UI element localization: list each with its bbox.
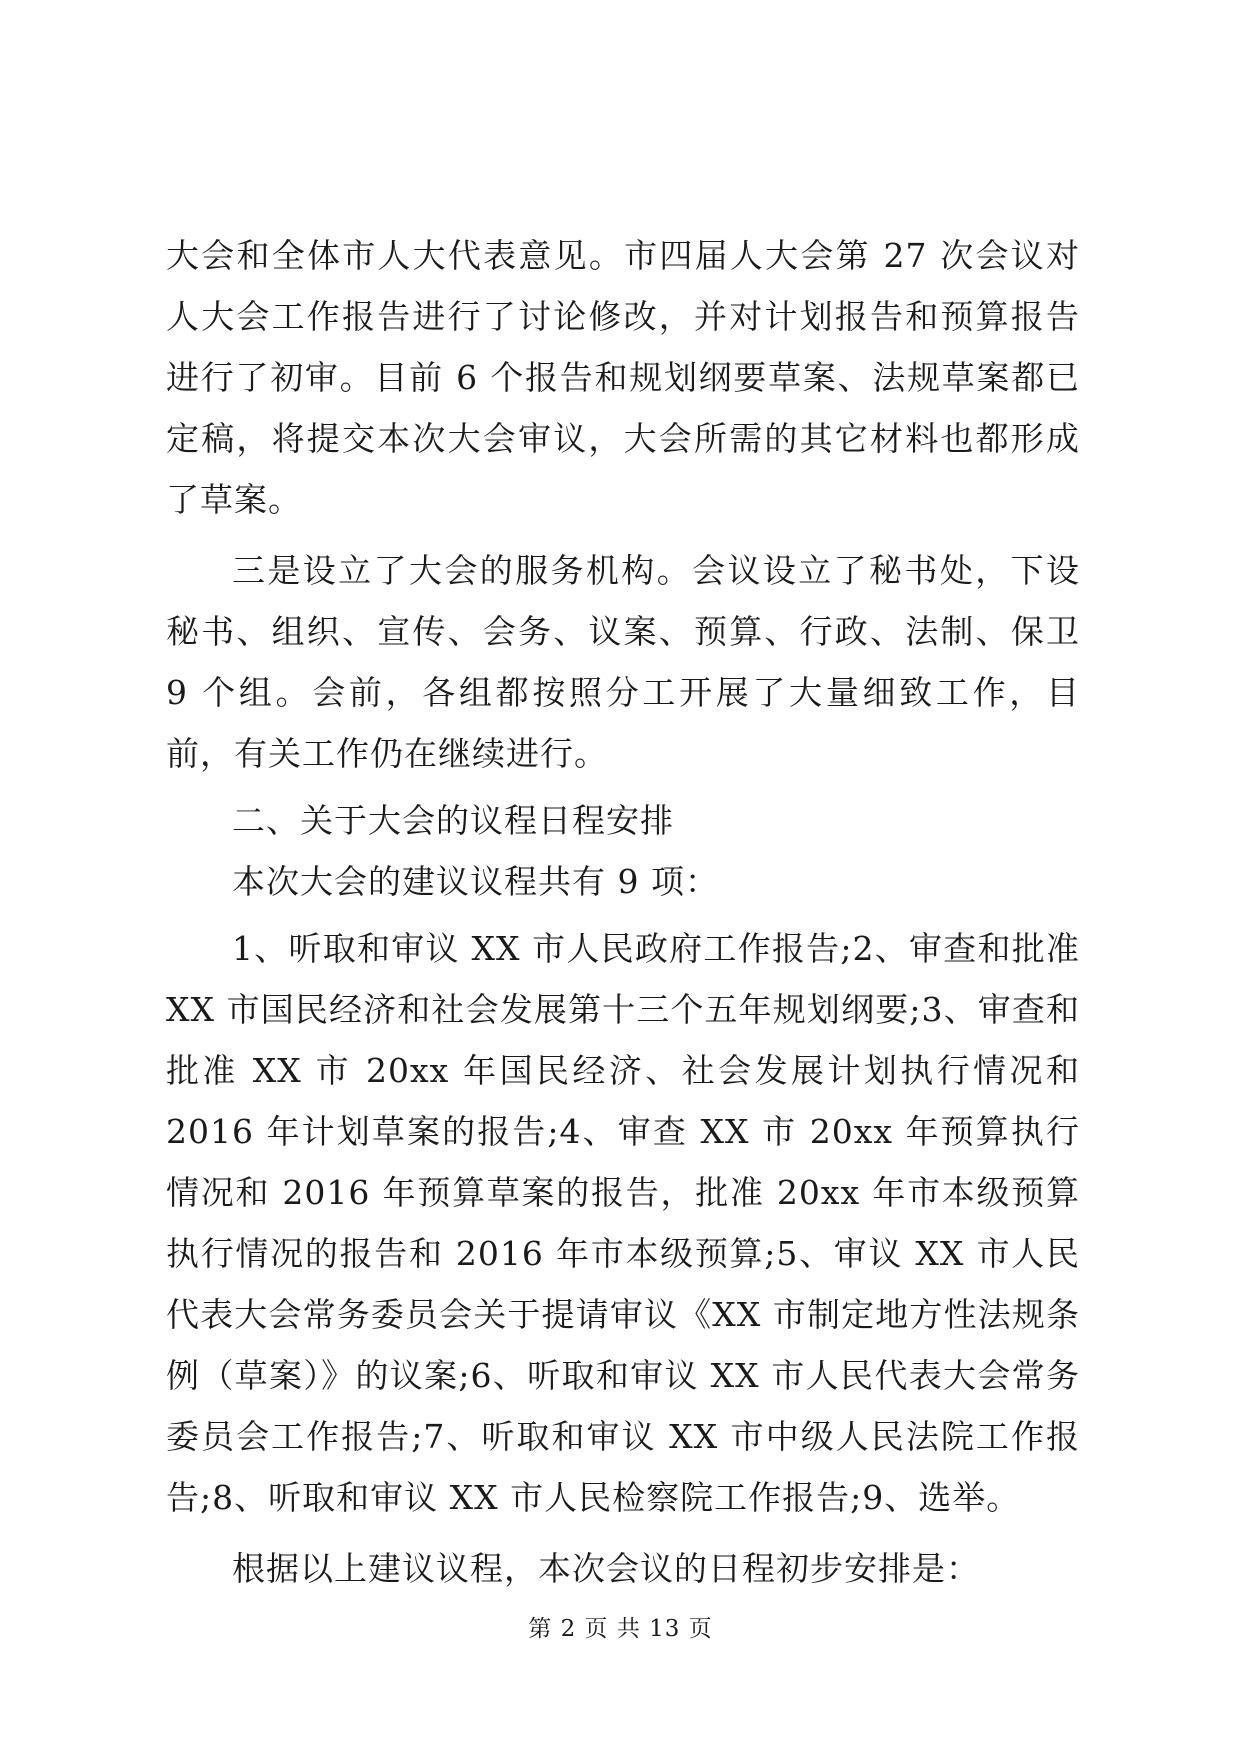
page-number-footer: 第 2 页 共 13 页 bbox=[528, 1616, 713, 1642]
document-body bbox=[166, 225, 1092, 1599]
paragraph-service-bodies: 三是设立了大会的服务机构。会议设立了秘书处，下设秘书、组织、宣传、会务、议案、预算、行政、法制、保卫 9 个组。会前，各组都按照分工开展了大量细致工作，目前，有关工作仍在继续进行。 bbox=[166, 551, 1092, 773]
paragraph-schedule-intro: 根据以上建议议程，本次会议的日程初步安排是： bbox=[232, 1549, 980, 1588]
paragraph-agenda-intro: 本次大会的建议议程共有 9 项： bbox=[232, 862, 719, 901]
section-heading-agenda: 二、关于大会的议程日程安排 bbox=[232, 801, 674, 840]
paragraph-agenda-items: 1、听取和审议 XX 市人民政府工作报告;2、审查和批准 XX 市国民经济和社会发展第十三个五年规划纲要;3、审查和批准 XX 市 20xx 年国民经济、社会发展计划执行情况和 2016 年计划草案的报告;4、审查 XX 市 20xx 年预算执行情况和 2016 年预算草案的报告，批准 20xx 年市本级预算执行情况的报告和 2016 年市本级预算;5、审议 XX 市人民代表大会常务委员会关于提请审议《XX 市制定地方性法规条例（草案）》的议案;6、听取和审议 XX 市人民代表大会常务委员会工作报告;7、听取和审议 XX 市中级人民法院工作报告;8、听取和审议 XX 市人民检察院工作报告;9、选举。 bbox=[166, 929, 1092, 1517]
paragraph-continuation: 大会和全体市人大代表意见。市四届人大会第 27 次会议对人大会工作报告进行了讨论修改，并对计划报告和预算报告进行了初审。目前 6 个报告和规划纲要草案、法规草案都已定稿，将提交本次大会审议，大会所需的其它材料也都形成了草案。 bbox=[166, 236, 1080, 519]
